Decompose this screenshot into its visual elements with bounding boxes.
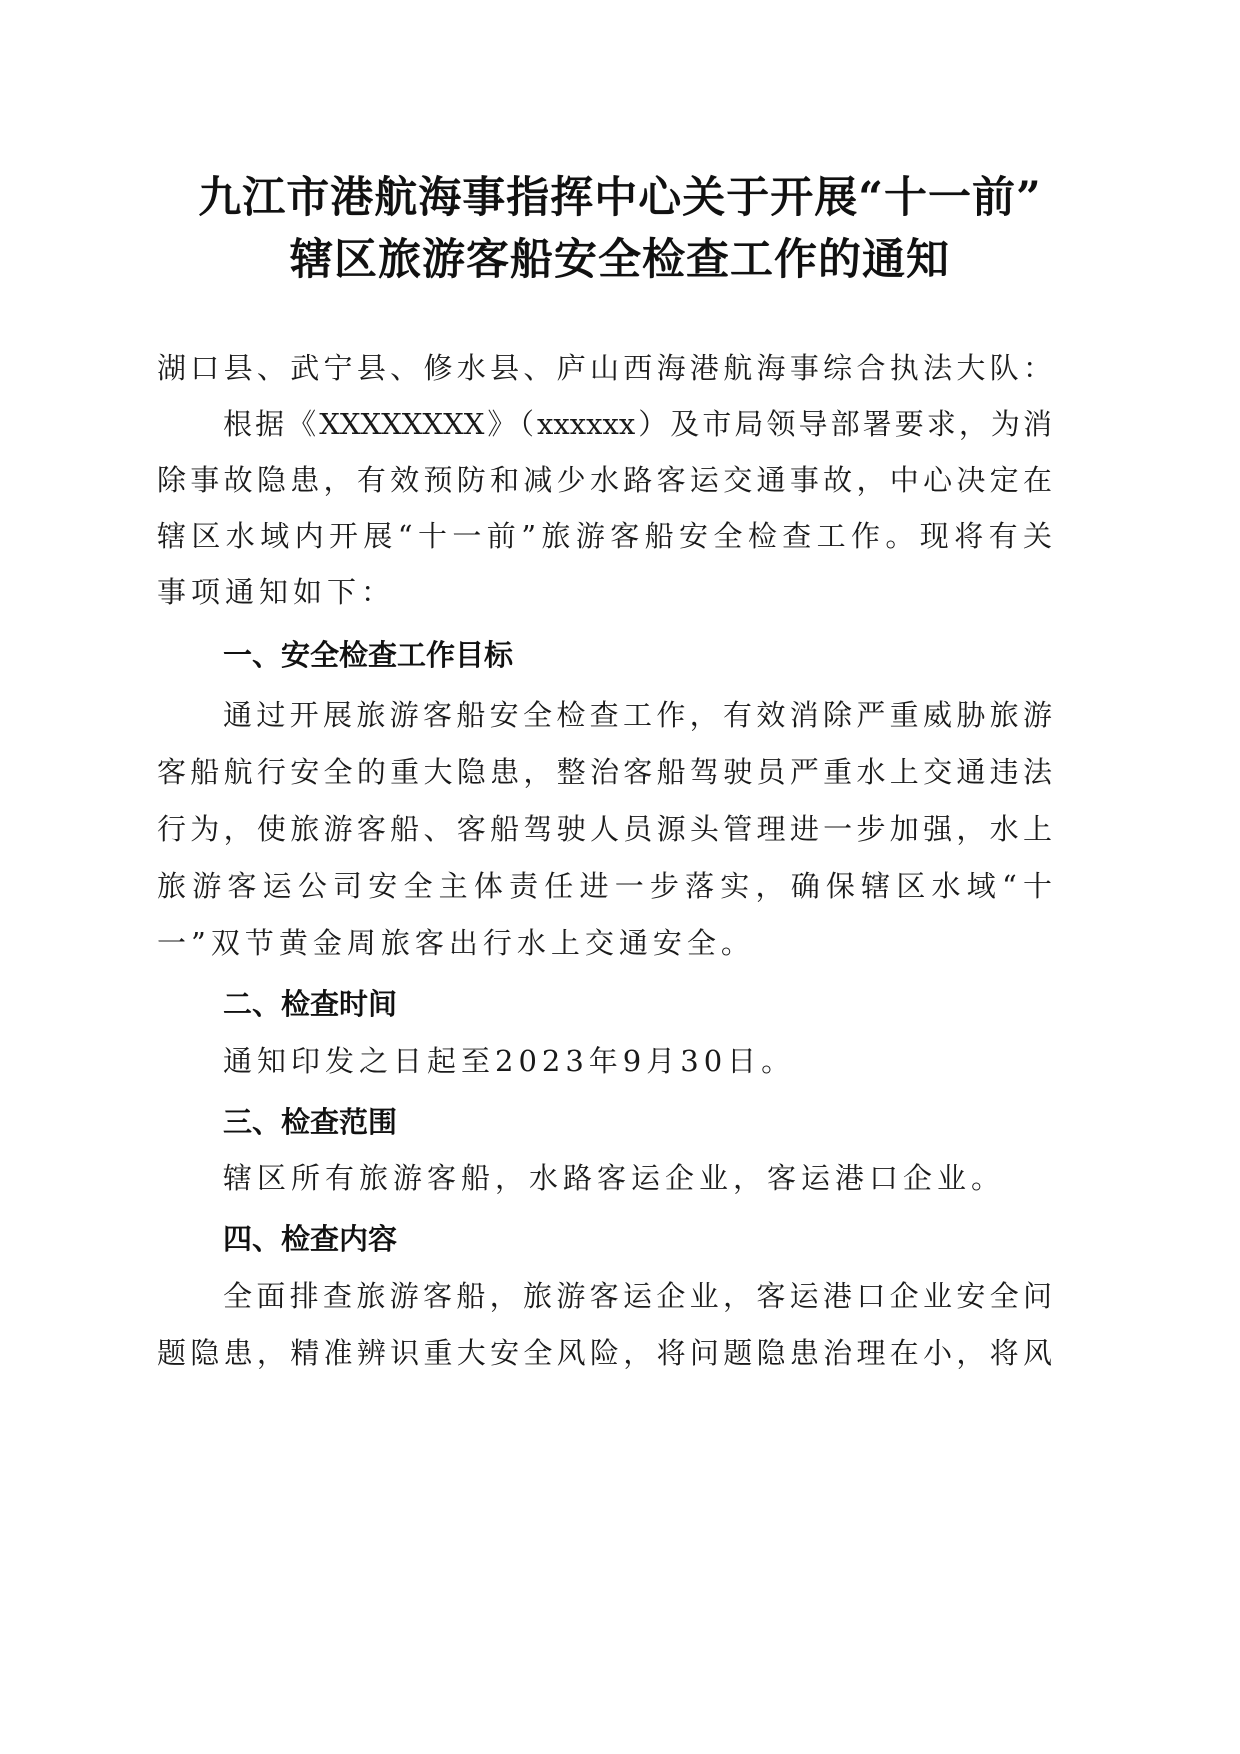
section4-line-2: 题隐患，精准辨识重大安全风险，将问题隐患治理在小，将风 xyxy=(157,1336,1052,1370)
section1-line-1: 通过开展旅游客船安全检查工作，有效消除严重威胁旅游 xyxy=(223,698,1052,732)
section2-heading: 二、检查时间 xyxy=(223,987,398,1021)
section1-line-4: 旅游客运公司安全主体责任进一步落实，确保辖区水域“十 xyxy=(157,869,1052,903)
section3-text: 辖区所有旅游客船，水路客运企业，客运港口企业。 xyxy=(223,1161,1006,1195)
section4-line-1: 全面排查旅游客船，旅游客运企业，客运港口企业安全问 xyxy=(223,1279,1052,1313)
intro-line-3: 辖区水域内开展“十一前”旅游客船安全检查工作。现将有关 xyxy=(157,519,1052,553)
section1-heading: 一、安全检查工作目标 xyxy=(223,638,514,672)
section2-text: 通知印发之日起至2023年9月30日。 xyxy=(223,1044,796,1078)
document-title-line-1: 九江市港航海事指挥中心关于开展“十一前” xyxy=(198,173,1042,223)
section1-line-5: 一”双节黄金周旅客出行水上交通安全。 xyxy=(157,926,755,960)
intro-line-1: 根据《XXXXXXXX》（xxxxxx）及市局领导部署要求，为消 xyxy=(223,407,1052,441)
section3-heading: 三、检查范围 xyxy=(223,1105,398,1139)
document-title-line-2: 辖区旅游客船安全检查工作的通知 xyxy=(290,235,950,285)
section4-heading: 四、检查内容 xyxy=(223,1222,398,1256)
intro-line-4: 事项通知如下： xyxy=(157,575,396,609)
addressee: 湖口县、武宁县、修水县、庐山西海港航海事综合执法大队： xyxy=(157,351,1052,385)
section1-line-3: 行为，使旅游客船、客船驾驶人员源头管理进一步加强，水上 xyxy=(157,812,1052,846)
intro-line-2: 除事故隐患，有效预防和减少水路客运交通事故，中心决定在 xyxy=(157,463,1052,497)
section1-line-2: 客船航行安全的重大隐患，整治客船驾驶员严重水上交通违法 xyxy=(157,755,1052,789)
